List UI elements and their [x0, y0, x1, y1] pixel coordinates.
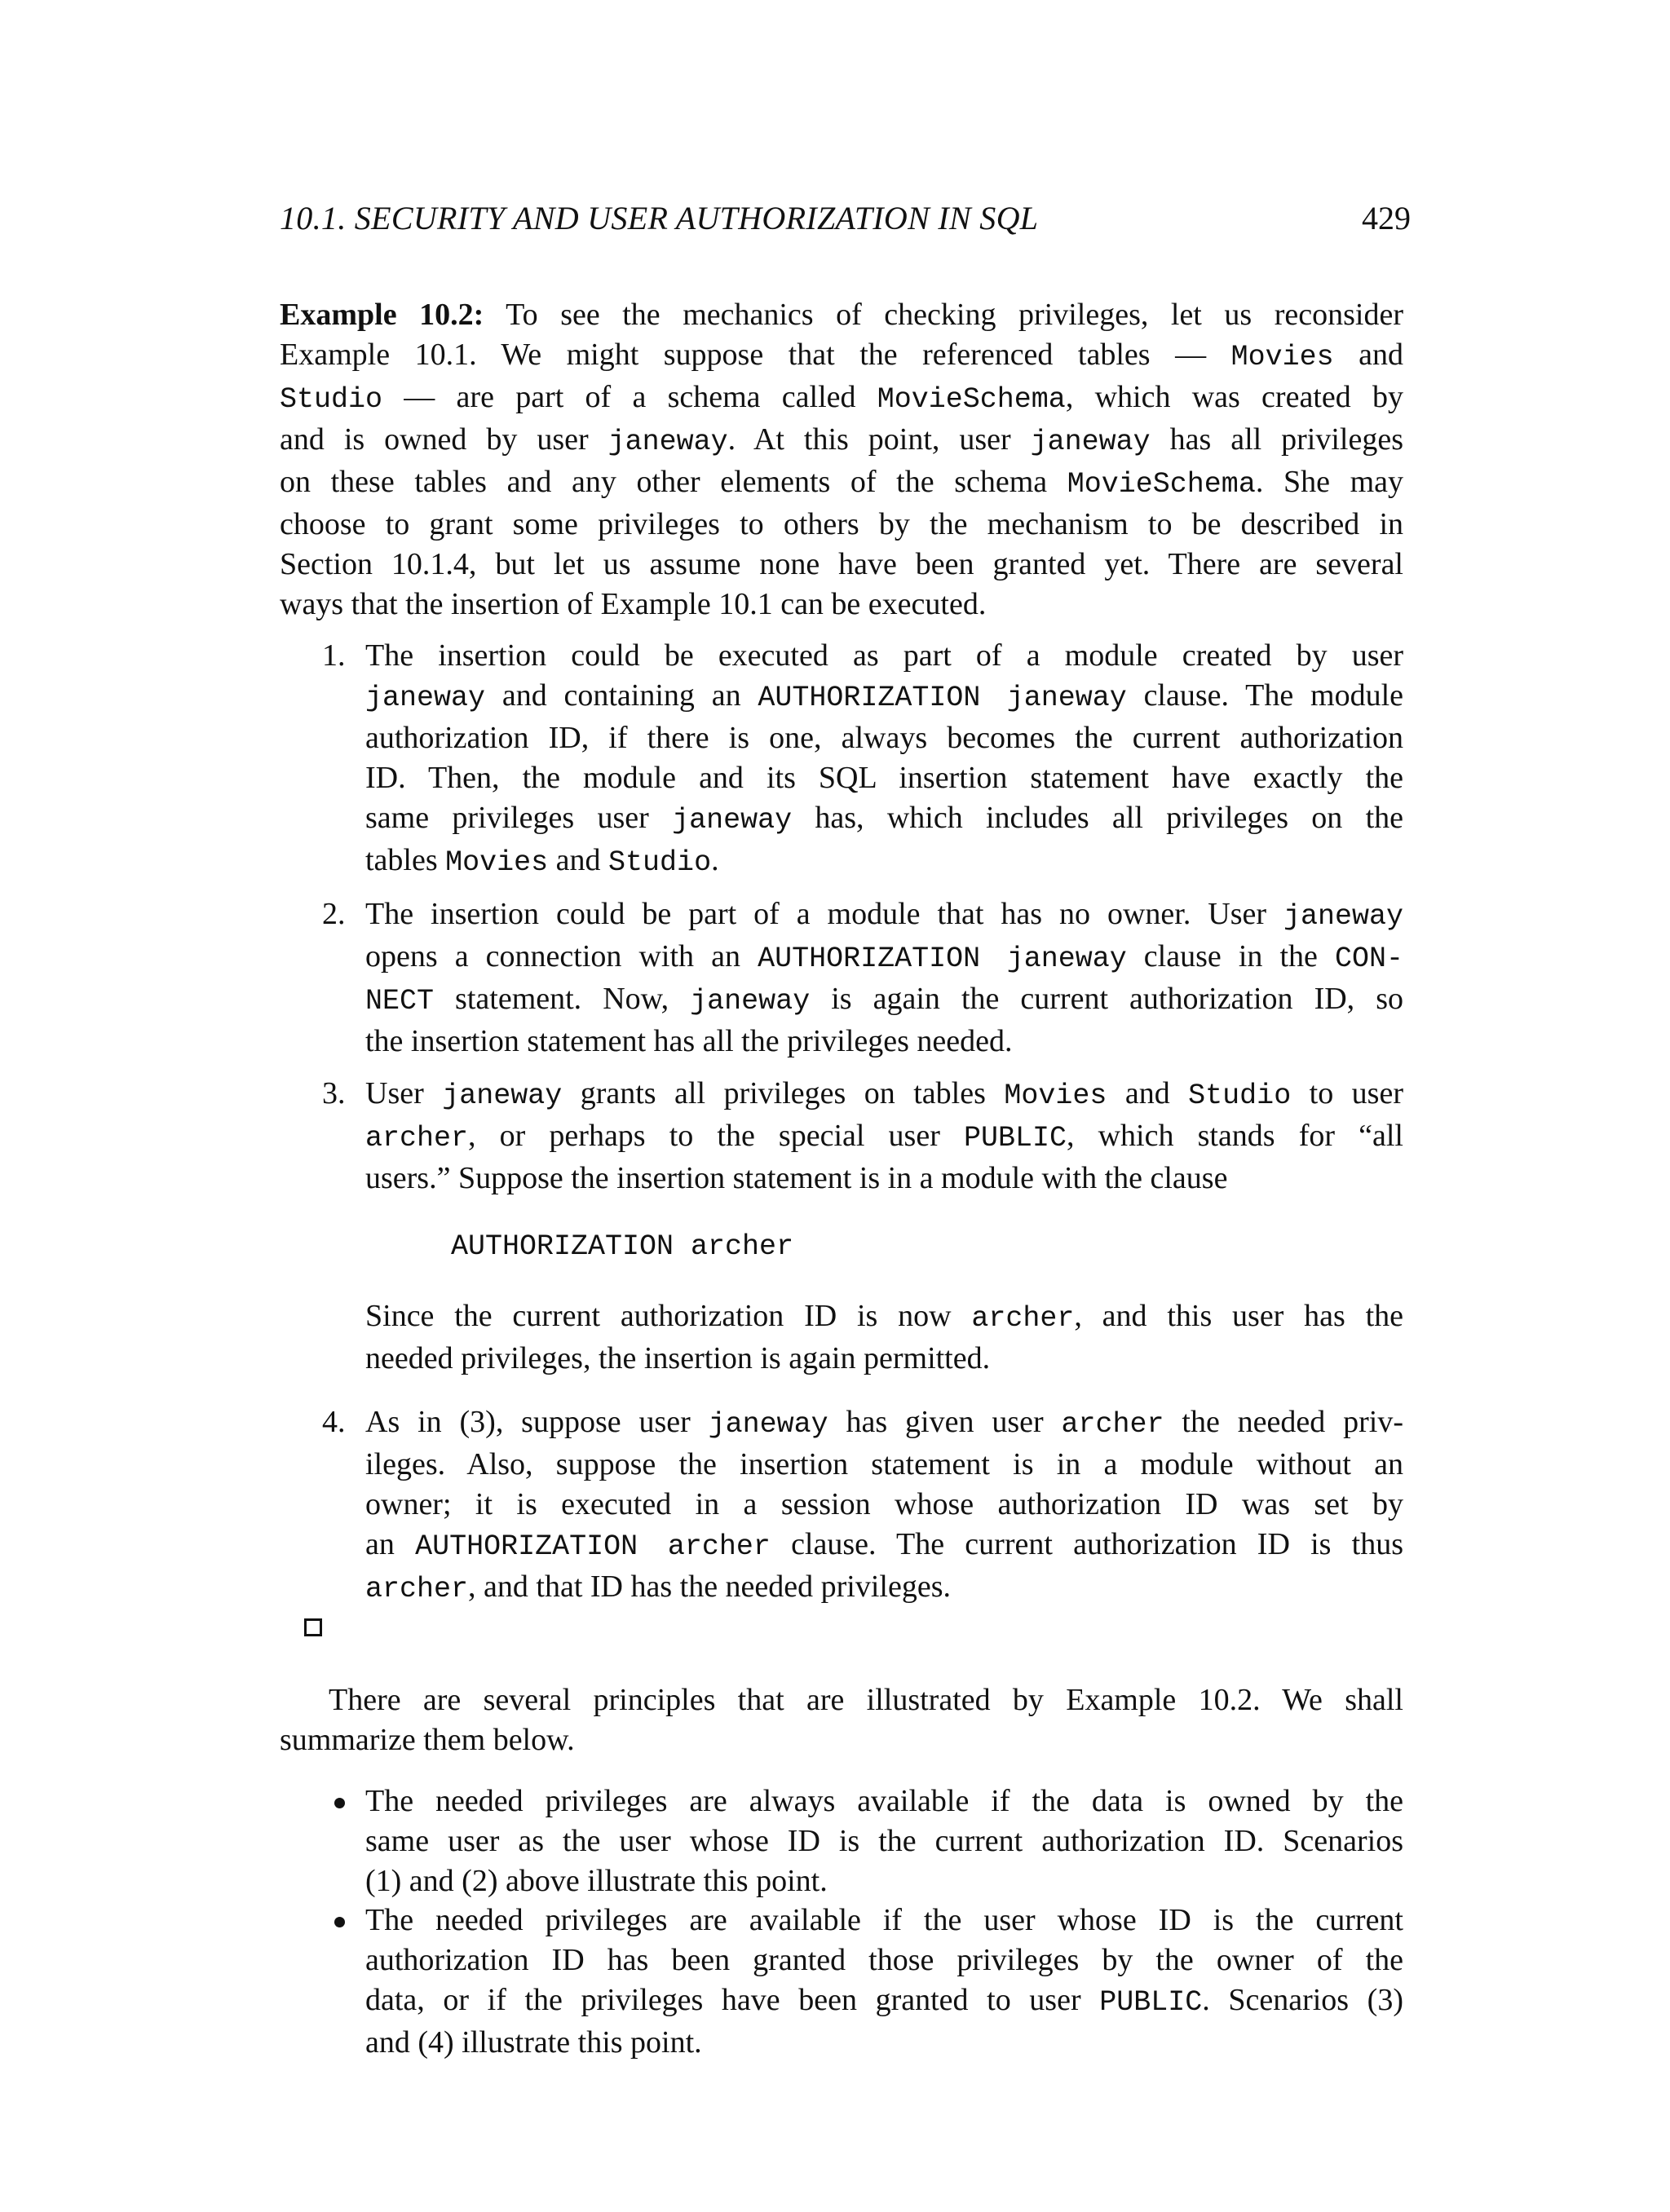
- item-marker-3: 3.: [322, 1076, 346, 1110]
- text-run: , and that ID has the needed privileges.: [468, 1570, 951, 1604]
- text-run: . At this point, user: [727, 422, 1031, 457]
- text-run: clause. The current authorization ID is thus: [770, 1527, 1403, 1561]
- text-line: [365, 636, 1403, 676]
- bullet-item-2: [365, 1901, 1403, 2063]
- text-line: [280, 335, 1403, 377]
- code-term: Movies: [1230, 341, 1334, 373]
- summary-paragraph: [280, 1680, 1403, 1760]
- code-term: archer: [365, 1573, 469, 1605]
- text-run: users.” Suppose the insertion statement is in a module with the clause: [365, 1161, 1228, 1195]
- code-term: archer: [365, 1122, 469, 1155]
- code-term: archer: [971, 1302, 1075, 1335]
- text-run: the insertion statement has all the privileges needed.: [365, 1024, 1013, 1058]
- code-term: AUTHORIZATION archer: [415, 1530, 771, 1563]
- code-term: CON-: [1334, 943, 1403, 975]
- code-term: NECT: [365, 985, 435, 1018]
- text-line: [365, 1116, 1403, 1159]
- text-run: same privileges user: [365, 801, 673, 835]
- text-run: grants all privileges on tables: [562, 1076, 1005, 1110]
- bullet-icon: [334, 1917, 345, 1927]
- text-run: the needed priv-: [1164, 1405, 1403, 1439]
- code-term: janeway: [607, 426, 728, 458]
- text-run: , and this user has the: [1074, 1299, 1403, 1333]
- text-line: [365, 894, 1403, 937]
- code-term: Studio: [280, 383, 383, 416]
- running-header-title: 10.1. SECURITY AND USER AUTHORIZATION IN SQL: [280, 200, 1039, 236]
- text-line: [365, 1445, 1403, 1485]
- text-line: [365, 1940, 1403, 1980]
- text-line: [365, 937, 1403, 979]
- code-term: archer: [1061, 1408, 1164, 1441]
- text-run: and: [1107, 1076, 1189, 1110]
- text-line: [365, 979, 1403, 1022]
- text-run: has, which includes all privileges on the: [792, 801, 1403, 835]
- text-run: owner; it is executed in a session whose authorization ID was set by: [365, 1487, 1403, 1521]
- text-run: clause. The module: [1126, 678, 1403, 713]
- code-term: Movies: [1004, 1080, 1107, 1112]
- text-run: Section 10.1.4, but let us assume none have been granted yet. There are several: [280, 547, 1403, 581]
- text-line: [365, 1485, 1403, 1525]
- page-number: 429: [1362, 200, 1411, 236]
- text-run: on these tables and any other elements of the schema: [280, 465, 1067, 499]
- text-run: and: [1333, 338, 1403, 372]
- text-run: — are part of a schema called: [382, 380, 877, 414]
- text-line: [280, 585, 1403, 625]
- text-run: has given user: [828, 1405, 1062, 1439]
- text-line: [365, 1022, 1403, 1062]
- text-line: [280, 377, 1403, 420]
- code-term: janeway: [442, 1080, 563, 1112]
- text-run: , or perhaps to the special user: [468, 1119, 964, 1153]
- text-run: is again the current authorization ID, so: [810, 982, 1403, 1016]
- text-run: to user: [1291, 1076, 1403, 1110]
- code-term: MovieSchema: [1067, 468, 1256, 501]
- text-run: an: [365, 1527, 416, 1561]
- text-line: [280, 462, 1403, 505]
- text-line: [280, 545, 1403, 585]
- text-run: The insertion could be executed as part of a module created by user: [365, 638, 1403, 673]
- text-run: tables: [365, 843, 446, 877]
- text-run: . She may: [1255, 465, 1403, 499]
- text-run: To see the mechanics of checking privileges, let us reconsider: [484, 298, 1403, 332]
- text-run: and: [548, 843, 609, 877]
- text-line: [365, 1339, 1403, 1379]
- text-line: [365, 758, 1403, 798]
- text-line: [280, 1720, 1403, 1760]
- text-run: clause in the: [1126, 939, 1335, 974]
- code-term: Studio: [1188, 1080, 1292, 1112]
- text-run: opens a connection with an: [365, 939, 758, 974]
- text-run: The needed privileges are available if the user whose ID is the current: [365, 1903, 1403, 1937]
- text-run: needed privileges, the insertion is again permitted.: [365, 1341, 991, 1375]
- list-item-3-continued: [365, 1296, 1403, 1379]
- code-term: Studio: [608, 846, 712, 879]
- text-line: [365, 1901, 1403, 1940]
- text-run: and is owned by user: [280, 422, 608, 457]
- text-run: has all privileges: [1150, 422, 1403, 457]
- text-run: and containing an: [485, 678, 758, 713]
- text-run: .: [711, 843, 719, 877]
- text-line: [365, 718, 1403, 758]
- item-marker-4: 4.: [322, 1405, 346, 1439]
- text-run: User: [365, 1076, 443, 1110]
- text-line: [365, 1159, 1403, 1199]
- code-term: janeway: [708, 1408, 828, 1441]
- text-run: ways that the insertion of Example 10.1 can be executed.: [280, 587, 987, 621]
- text-line: [365, 841, 1403, 883]
- text-line: [365, 1782, 1403, 1821]
- example-text: [280, 295, 1403, 625]
- example-label: Example 10.2:: [280, 298, 484, 332]
- text-line: [280, 420, 1403, 462]
- code-term: janeway: [1030, 426, 1151, 458]
- code-term: janeway: [672, 804, 793, 837]
- text-line: [365, 1980, 1403, 2023]
- end-of-example-box-icon: [304, 1618, 322, 1636]
- text-run: , which was created by: [1065, 380, 1403, 414]
- text-run: There are several principles that are illustrated by Example 10.2. We shall: [329, 1683, 1403, 1717]
- text-line: [365, 676, 1403, 718]
- text-run: The insertion could be part of a module that has no owner. User: [365, 897, 1283, 931]
- text-line: [280, 295, 1403, 335]
- code-term: AUTHORIZATION janeway: [758, 682, 1127, 714]
- text-run: choose to grant some privileges to others by the mechanism to be described in: [280, 507, 1403, 541]
- item-marker-1: 1.: [322, 638, 346, 673]
- code-term: janeway: [1283, 900, 1403, 933]
- list-item-3: [365, 1074, 1403, 1199]
- text-run: , which stands for “all: [1067, 1119, 1403, 1153]
- text-line: [365, 1821, 1403, 1861]
- item-marker-2: 2.: [322, 897, 346, 931]
- text-line: [365, 1402, 1403, 1445]
- code-term: PUBLIC: [1099, 1986, 1203, 2019]
- text-run: ID. Then, the module and its SQL insertion statement have exactly the: [365, 761, 1403, 795]
- text-run: statement. Now,: [434, 982, 691, 1016]
- code-term: MovieSchema: [877, 383, 1066, 416]
- text-line: [365, 798, 1403, 841]
- text-run: summarize them below.: [280, 1723, 575, 1757]
- text-line: [365, 1074, 1403, 1116]
- text-run: ileges. Also, suppose the insertion statement is in a module without an: [365, 1447, 1403, 1481]
- text-run: authorization ID has been granted those privileges by the owner of the: [365, 1943, 1403, 1977]
- text-line: [365, 1525, 1403, 1567]
- text-run: and (4) illustrate this point.: [365, 2025, 702, 2060]
- text-line: [365, 1861, 1403, 1901]
- code-term: janeway: [365, 682, 486, 714]
- example-paragraph: [280, 295, 1403, 625]
- text-run: . Scenarios (3): [1202, 1983, 1403, 2017]
- code-term: janeway: [690, 985, 811, 1018]
- text-line: [280, 1680, 1403, 1720]
- list-item-4: [365, 1402, 1403, 1609]
- text-line: [365, 1567, 1403, 1609]
- text-run: data, or if the privileges have been granted to user: [365, 1983, 1100, 2017]
- text-run: As in (3), suppose user: [365, 1405, 709, 1439]
- text-run: same user as the user whose ID is the current authorization ID. Scenarios: [365, 1824, 1403, 1858]
- text-line: [365, 1296, 1403, 1339]
- bullet-item-1: [365, 1782, 1403, 1901]
- text-run: Since the current authorization ID is now: [365, 1299, 972, 1333]
- text-run: The needed privileges are always available if the data is owned by the: [365, 1784, 1403, 1818]
- text-line: [280, 505, 1403, 545]
- code-term: Movies: [445, 846, 549, 879]
- text-run: Example 10.1. We might suppose that the referenced tables —: [280, 338, 1231, 372]
- list-item-1: [365, 636, 1403, 883]
- text-run: authorization ID, if there is one, always becomes the current authorization: [365, 721, 1403, 755]
- text-line: [365, 2023, 1403, 2063]
- list-item-2: [365, 894, 1403, 1062]
- text-run: (1) and (2) above illustrate this point.: [365, 1864, 828, 1898]
- code-term: PUBLIC: [963, 1122, 1067, 1155]
- code-term: AUTHORIZATION janeway: [758, 943, 1127, 975]
- bullet-icon: [334, 1798, 345, 1808]
- code-line: AUTHORIZATION archer: [451, 1230, 794, 1263]
